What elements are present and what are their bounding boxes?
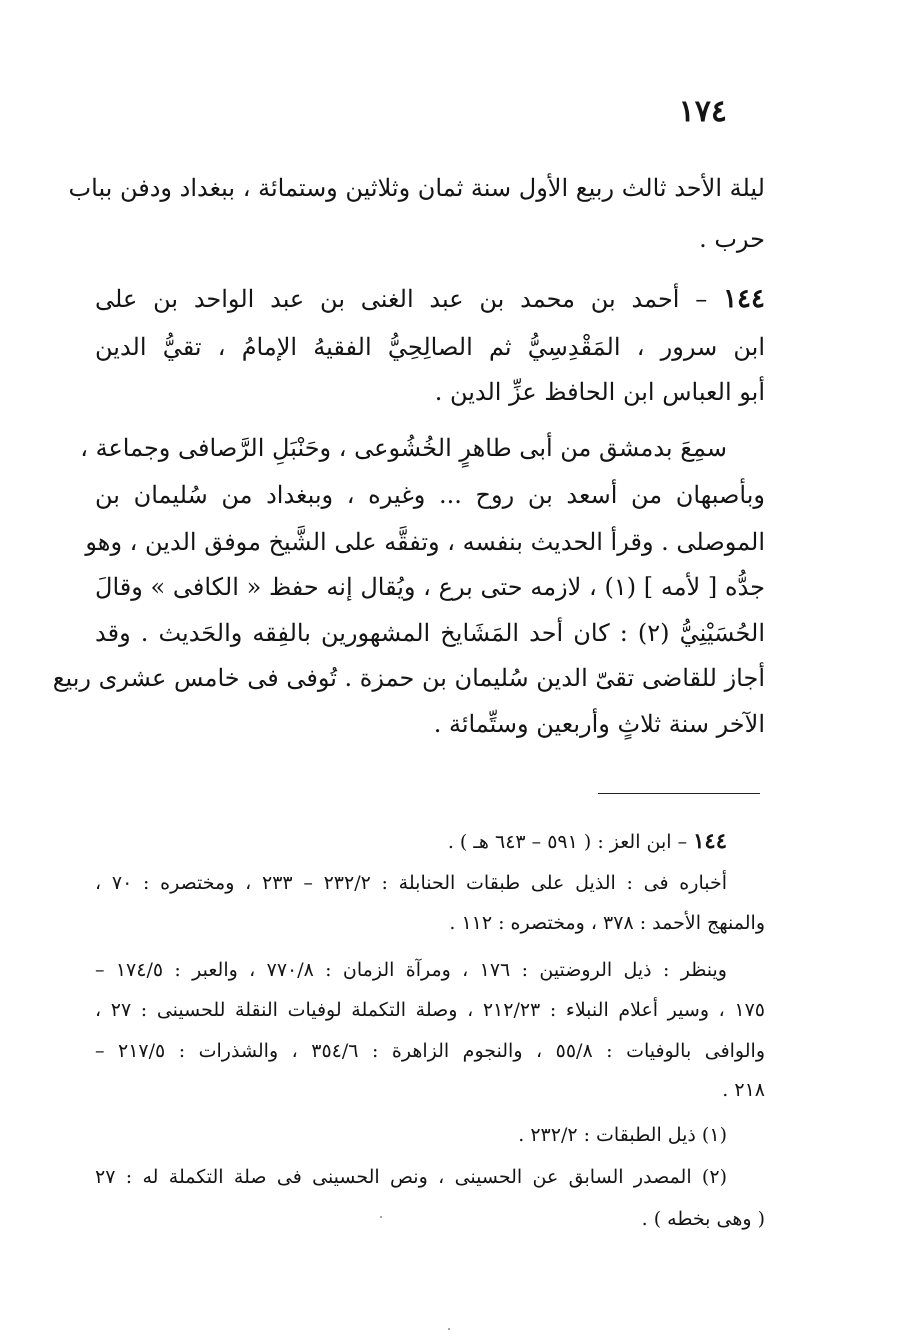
body-line: الموصلى . وقرأ الحديث بنفسه ، وتفقَّه على الشَّيخ موفق الدين ، وهو [85,528,765,556]
body-line: الحُسَيْنِيُّ (٢) : كان أحد المَشَايخ المشهورين بالفِقه والحَديث . وقد [95,619,765,647]
footnote-line: (٢) المصدر السابق عن الحسينى ، ونص الحسينى فى صلة التكملة له : ٢٧ [95,1166,727,1188]
footnote-line: وينظر : ذيل الروضتين : ١٧٦ ، ومرآة الزمان : ٧٧٠/٨ ، والعبر : ١٧٤/٥ – [95,959,727,981]
footnote-separator [598,793,760,794]
footnote-line: ١٧٥ ، وسير أعلام النبلاء : ٢١٢/٢٣ ، وصلة التكملة لوفيات النقلة للحسينى : ٢٧ ، [95,999,765,1021]
page-number: ١٧٤ [678,94,727,129]
scan-speck [380,1216,382,1218]
entry-heading-line [95,286,765,312]
footnote-heading-line [95,830,727,852]
footnote-line: (١) ذيل الطبقات : ٢٣٢/٢ . [518,1124,727,1146]
body-line: سمِعَ بدمشق من أبى طاهرٍ الخُشُوعى ، وحَنْبَلِ الرَّصافى وجماعة ، [80,434,727,462]
footnote-line: أخباره فى : الذيل على طبقات الحنابلة : ٢٣٢/٢ – ٢٣٣ ، ومختصره : ٧٠ ، [95,872,727,894]
entry-dash: – [695,285,708,313]
entry-number: ١٤٤ [723,284,765,314]
body-line: ليلة الأحد ثالث ربيع الأول سنة ثمان وثلاثين وستمائة ، ببغداد ودفن بباب [68,174,765,202]
scan-speck [448,1328,450,1330]
footnote-line: والمنهج الأحمد : ٣٧٨ ، ومختصره : ١١٢ . [449,912,765,934]
body-line: وبأصبهان من أسعد بن روح ... وغيره ، وببغداد من سُليمان بن [95,481,765,509]
body-line: الآخر سنة ثلاثٍ وأربعين وستِّمائة . [433,710,765,738]
footnote-entry-number: ١٤٤ [693,828,727,853]
footnote-line: ٢١٨ . [722,1079,765,1101]
footnote-heading-text: – ابن العز : ( ٥٩١ – ٦٤٣ هـ ) . [447,831,688,853]
footnote-line: ( وهى بخطه ) . [641,1208,765,1230]
entry-heading-text: أحمد بن محمد بن عبد الغنى بن عبد الواحد بن على [95,285,680,313]
footnote-line: والوافى بالوفيات : ٥٥/٨ ، والنجوم الزاهرة : ٣٥٤/٦ ، والشذرات : ٢١٧/٥ – [95,1040,765,1062]
body-line: أبو العباس ابن الحافظ عزِّ الدين . [434,378,765,406]
body-line: جدُّه [ لأمه ] (١) ، لازمه حتى برع ، ويُقال إنه حفظ « الكافى » وقالَ [95,573,765,601]
body-line: حرب . [699,225,765,253]
body-line: ابن سرور ، المَقْدِسِيُّ ثم الصالِحِيُّ الفقيهُ الإمامُ ، تقيُّ الدين [95,333,765,361]
body-line: أجاز للقاضى تقىّ الدين سُليمان بن حمزة . تُوفى فى خامس عشرى ربيع [52,664,765,692]
